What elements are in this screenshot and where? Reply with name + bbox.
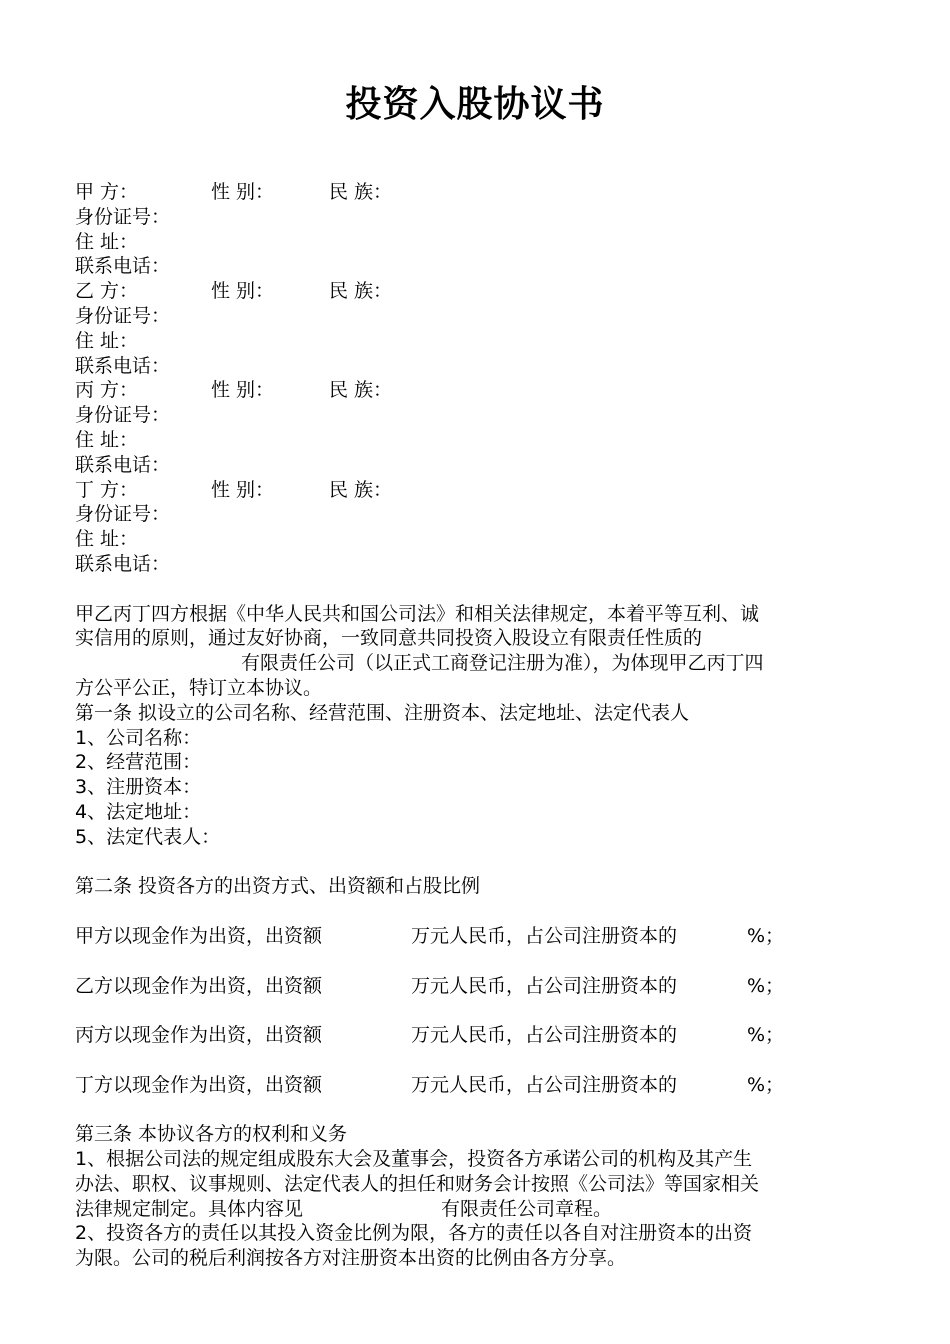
investment-text: 万元人民币，占公司注册资本的	[411, 1024, 678, 1047]
party-c-line	[75, 378, 885, 403]
party-d-line	[75, 478, 885, 503]
percent-text: %；	[747, 974, 785, 997]
gender-label: 性 别：	[211, 181, 275, 203]
ethnicity-label: 民 族：	[329, 478, 393, 501]
percent-text: %；	[747, 1024, 785, 1047]
party-b-line	[75, 279, 885, 304]
investment-text: 万元人民币，占公司注册资本的	[411, 924, 678, 947]
address-label: 住 址：	[75, 329, 139, 352]
spacer	[75, 949, 885, 974]
spacer	[75, 1048, 885, 1073]
gender-label: 性 别：	[211, 478, 275, 501]
ethnicity-label: 民 族：	[329, 181, 393, 203]
spacer	[75, 998, 885, 1023]
party-label: 丁 方：	[75, 478, 139, 501]
party-label: 乙 方：	[75, 280, 139, 303]
investment-row	[75, 1023, 885, 1048]
article-1-item: 1、公司名称：	[75, 726, 202, 749]
investment-row	[75, 1073, 885, 1098]
phone-label: 联系电话：	[75, 255, 171, 278]
party-label: 甲 方：	[75, 181, 139, 203]
intro-line: 甲乙丙丁四方根据《中华人民共和国公司法》和相关法律规定，本着平等互利、诚	[75, 602, 760, 625]
spacer	[75, 1097, 885, 1122]
article-2-heading: 第二条 投资各方的出资方式、出资额和占股比例	[75, 875, 481, 898]
address-label: 住 址：	[75, 230, 139, 253]
article-1-heading: 第一条 拟设立的公司名称、经营范围、注册资本、法定地址、法定代表人	[75, 701, 690, 724]
investment-row	[75, 974, 885, 999]
article-3-text: 2、投资各方的责任以其投入资金比例为限，各方的责任以各自对注册资本的出资	[75, 1222, 753, 1245]
article-1-item: 5、法定代表人：	[75, 825, 221, 848]
ethnicity-label: 民 族：	[329, 379, 393, 402]
id-number-label: 身份证号：	[75, 205, 171, 228]
gender-label: 性 别：	[211, 379, 275, 402]
investment-text: 万元人民币，占公司注册资本的	[411, 1073, 678, 1096]
address-label: 住 址：	[75, 528, 139, 551]
document-title: 投资入股协议书	[345, 84, 605, 125]
id-number-label: 身份证号：	[75, 304, 171, 327]
phone-label: 联系电话：	[75, 453, 171, 476]
party-a-line	[75, 180, 885, 205]
intro-line: 方公平公正，特订立本协议。	[75, 676, 323, 699]
percent-text: %；	[747, 924, 785, 947]
article-1-item: 2、经营范围：	[75, 751, 202, 774]
investment-text: 丁方以现金作为出资，出资额	[75, 1073, 323, 1096]
investment-text: 万元人民币，占公司注册资本的	[411, 974, 678, 997]
article-3-fragment: 法律规定制定。具体内容见	[75, 1197, 304, 1220]
article-3-text: 办法、职权、议事规则、法定代表人的担任和财务会计按照《公司法》等国家相关	[75, 1172, 760, 1195]
spacer	[75, 850, 885, 875]
phone-label: 联系电话：	[75, 552, 171, 575]
investment-text: 丙方以现金作为出资，出资额	[75, 1024, 323, 1047]
article-3-fragment: 有限责任公司章程。	[441, 1197, 613, 1220]
ethnicity-label: 民 族：	[329, 280, 393, 303]
phone-label: 联系电话：	[75, 354, 171, 377]
document-body	[75, 180, 885, 1271]
spacer	[75, 899, 885, 924]
article-1-item: 3、注册资本：	[75, 776, 202, 799]
intro-text: 有限责任公司（以正式工商登记注册为准），为体现甲乙丙丁四	[241, 652, 764, 675]
id-number-label: 身份证号：	[75, 404, 171, 427]
investment-row	[75, 924, 885, 949]
intro-line: 实信用的原则，通过友好协商，一致同意共同投资入股设立有限责任性质的	[75, 627, 703, 650]
article-3-text: 为限。公司的税后利润按各方对注册资本出资的比例由各方分享。	[75, 1247, 627, 1270]
percent-text: %；	[747, 1073, 785, 1096]
investment-text: 甲方以现金作为出资，出资额	[75, 924, 323, 947]
article-3-heading: 第三条 本协议各方的权利和义务	[75, 1123, 348, 1146]
investment-text: 乙方以现金作为出资，出资额	[75, 974, 323, 997]
article-3-text: 1、根据公司法的规定组成股东大会及董事会，投资各方承诺公司的机构及其产生	[75, 1148, 753, 1171]
intro-line	[75, 651, 885, 676]
address-label: 住 址：	[75, 428, 139, 451]
gender-label: 性 别：	[211, 280, 275, 303]
spacer	[75, 577, 885, 602]
article-1-item: 4、法定地址：	[75, 800, 202, 823]
id-number-label: 身份证号：	[75, 503, 171, 526]
party-label: 丙 方：	[75, 379, 139, 402]
article-3-text	[75, 1197, 885, 1222]
